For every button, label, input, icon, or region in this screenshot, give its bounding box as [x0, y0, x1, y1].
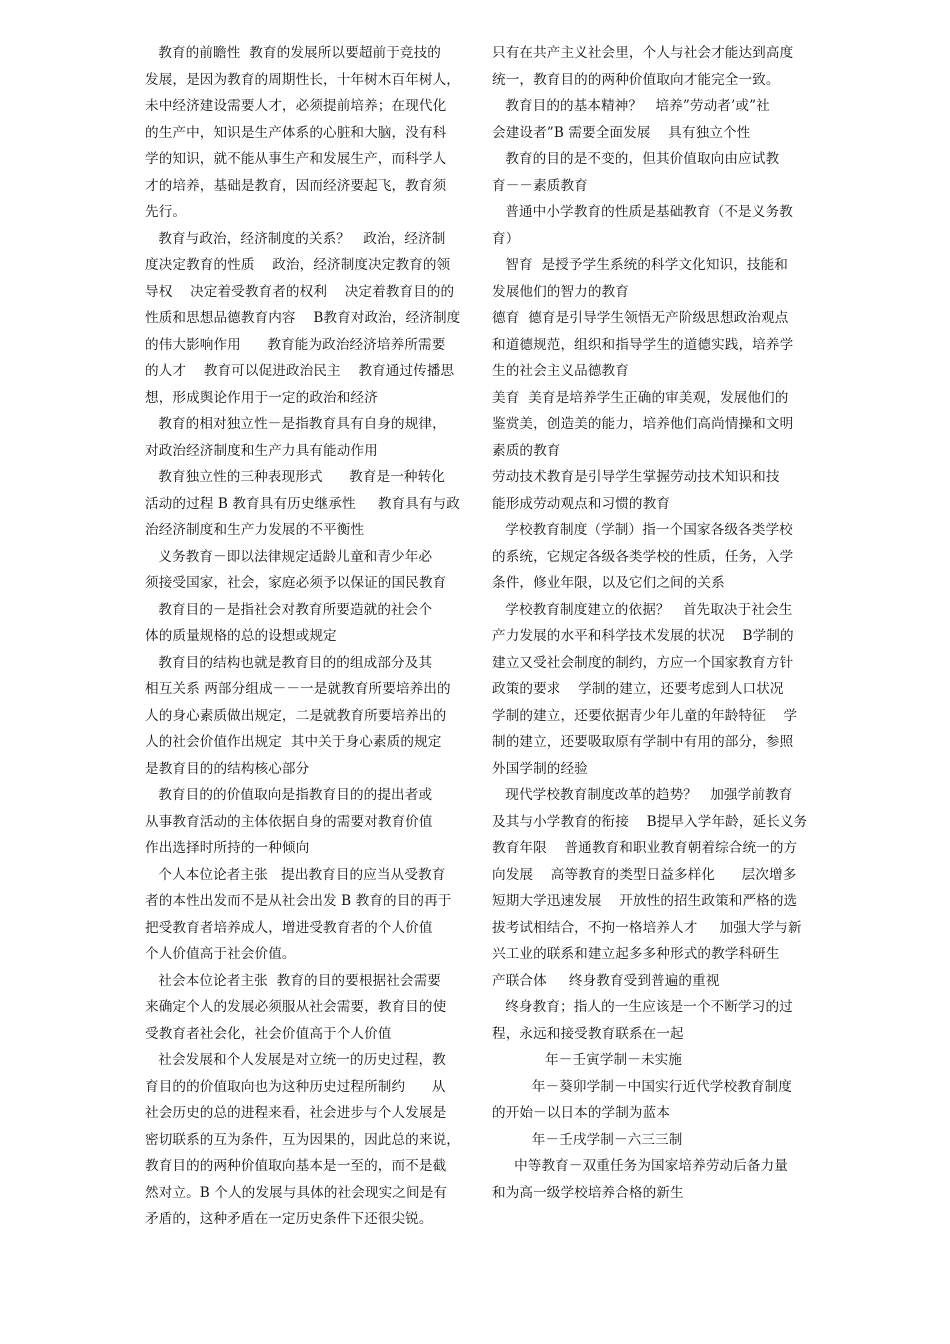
text-line: 作出选择时所持的一种倾向 [145, 840, 310, 856]
text-line: 条件，修业年限，以及它们之间的关系 [492, 575, 725, 591]
text-line: 产联合体 终身教育受到普遍的重视 [492, 972, 720, 989]
text-line: 矛盾的，这种矛盾在一定历史条件下还很尖锐。 [145, 1211, 433, 1227]
text-line: 活动的过程 B 教育具有历史继承性 教育具有与政 [145, 495, 460, 512]
text-line: 从事教育活动的主体依据自身的需要对教育价值 [145, 813, 433, 830]
text-line: 美育 美育是培养学生正确的审美观，发展他们的 [492, 389, 789, 406]
text-line: 建立又受社会制度的制约，方应一个国家教育方针 [492, 654, 794, 671]
text-line: 教育目的的两种价值取向基本是一至的，而不是截 [145, 1158, 447, 1174]
text-line: 的系统，它规定各级各类学校的性质，任务，入学 [492, 548, 794, 565]
text-line: 人的身心素质做出规定，二是就教育所要培养出的 [145, 707, 447, 724]
text-line: 的开始－以日本的学制为蓝本 [492, 1105, 671, 1121]
text-line: 未中经济建设需要人才，必须提前培养；在现代化 [145, 98, 447, 114]
text-line: 个人价值高于社会价值。 [145, 946, 296, 962]
text-line: 受教育者社会化，社会价值高于个人价值 [145, 1025, 392, 1042]
text-line: 育） [492, 230, 520, 247]
text-line: 育目的的价值取向也为这种历史过程所制约 从 [145, 1078, 446, 1095]
text-line: 现代学校教育制度改革的趋势？ 加强学前教育 [492, 787, 793, 803]
text-line: 学校教育制度建立的依据？ 首先取决于社会生 [492, 601, 793, 618]
text-line: 德育 德育是引导学生领悟无产阶级思想政治观点 [492, 310, 789, 326]
text-line: 来确定个人的发展必须服从社会需要，教育目的使 [145, 999, 447, 1015]
text-line: 对政治经济制度和生产力具有能动作用 [145, 442, 378, 459]
text-line: 会建设者”B 需要全面发展 具有独立个性 [492, 124, 751, 141]
text-line: 度决定教育的性质 政治，经济制度决定教育的领 [145, 257, 451, 273]
text-line: 鉴赏美，创造美的能力，培养他们高尚情操和文明 [492, 416, 794, 432]
text-line: 产力发展的水平和科学技术发展的状况 B学制的 [492, 628, 794, 644]
text-line: 只有在共产主义社会里，个人与社会才能达到高度 [492, 45, 794, 61]
text-line: 体的质量规格的总的设想或规定 [145, 628, 337, 644]
text-line: 相互关系 两部分组成－－一是就教育所要培养出的 [145, 681, 451, 697]
text-line: 的伟大影响作用 教育能为政治经济培养所需要 [145, 336, 446, 353]
text-line: 教育与政治，经济制度的关系？ 政治，经济制 [145, 230, 446, 247]
text-line: 及其与小学教育的衔接 B提早入学年龄，延长义务 [492, 813, 808, 830]
text-line: 教育独立性的三种表现形式 教育是一种转化 [145, 469, 445, 485]
text-line: 教育目的的价值取向是指教育目的的提出者或 [145, 787, 433, 803]
text-line: 人的社会价值作出规定 其中关于身心素质的规定 [145, 734, 442, 750]
text-line: 向发展 高等教育的类型日益多样化 层次增多 [492, 866, 797, 883]
text-line: 育－－素质教育 [492, 177, 588, 194]
text-line: 外国学制的经验 [492, 760, 588, 777]
text-line: 教育的目的是不变的，但其价值取向由应试教 [492, 151, 780, 167]
text-line: 的人才 教育可以促进政治民主 教育通过传播思 [145, 363, 455, 379]
text-line: 把受教育者培养成人，增进受教育者的个人价值 [145, 919, 433, 936]
text-line: 程，永远和接受教育联系在一起 [492, 1025, 684, 1042]
text-line: 教育的相对独立性－是指教育具有自身的规律， [145, 416, 446, 432]
text-line: 短期大学迅速发展 开放性的招生政策和严格的选 [492, 893, 798, 909]
text-line: 学校教育制度（学制）指一个国家各级各类学校 [492, 522, 793, 538]
text-line: 密切联系的互为条件，互为因果的，因此总的来说， [145, 1131, 460, 1148]
text-line: 性质和思想品德教育内容 B教育对政治，经济制度 [145, 310, 461, 326]
text-line: 治经济制度和生产力发展的不平衡性 [145, 522, 365, 538]
text-line: 社会本位论者主张 教育的目的要根据社会需要 [145, 972, 441, 989]
text-line: 和道德规范，组织和指导学生的道德实践，培养学 [492, 336, 794, 353]
text-line: 和为高一级学校培养合格的新生 [492, 1184, 684, 1201]
text-line: 个人本位论者主张 提出教育目的应当从受教育 [145, 866, 446, 883]
text-line: 学制的建立，还要依据青少年儿童的年龄特征 学 [492, 707, 798, 724]
text-line: 素质的教育 [492, 442, 561, 459]
text-line: 想，形成舆论作用于一定的政治和经济 [145, 389, 378, 406]
text-line: 兴工业的联系和建立起多多种形式的教学科研生 [492, 946, 780, 962]
text-line: 社会发展和个人发展是对立统一的历史过程，教 [145, 1052, 446, 1068]
text-line: 制的建立，还要吸取原有学制中有用的部分，参照 [492, 734, 794, 750]
text-line: 然对立。B 个人的发展与具体的社会现实之间是有 [145, 1184, 448, 1201]
text-line: 年－壬戌学制－六三三制 [492, 1131, 683, 1148]
text-line: 能形成劳动观点和习惯的教育 [492, 495, 671, 512]
text-line: 先行。 [145, 204, 187, 220]
text-line: 导权 决定着受教育者的权利 决定着教育目的的 [145, 283, 455, 300]
text-line: 须接受国家，社会，家庭必须予以保证的国民教育 [145, 575, 447, 591]
text-line: 拔考试相结合，不拘一格培养人才 加强大学与新 [492, 919, 802, 936]
text-line: 教育年限 普通教育和职业教育朝着综合统一的方 [492, 840, 798, 856]
text-line: 的生产中，知识是生产体系的心脏和大脑，没有科 [145, 124, 447, 141]
right-text-column [492, 40, 812, 1206]
text-line: 智育 是授予学生系统的科学文化知识，技能和 [492, 257, 788, 273]
text-line: 社会历史的总的进程来看，社会进步与个人发展是 [145, 1105, 447, 1121]
text-line: 教育目的的基本精神？ 培养”劳动者’或”社 [492, 98, 770, 114]
text-line: 终身教育；指人的一生应该是一个不断学习的过 [492, 999, 793, 1015]
text-line: 统一，教育目的的两种价值取向才能完全一致。 [492, 71, 780, 88]
text-line: 者的本性出发而不是从社会出发 B 教育的目的再于 [145, 893, 452, 909]
text-line: 年－葵卯学制－中国实行近代学校教育制度 [492, 1078, 792, 1095]
text-line: 才的培养，基础是教育，因而经济要起飞，教育须 [145, 177, 447, 194]
text-line: 教育目的－是指社会对教育所要造就的社会个 [145, 601, 433, 618]
text-line: 发展，是因为教育的周期性长，十年树木百年树人， [145, 71, 460, 88]
left-text-column [145, 40, 473, 1233]
text-line: 中等教育－双重任务为国家培养劳动后备力量 [492, 1158, 788, 1174]
text-line: 普通中小学教育的性质是基础教育（不是义务教 [492, 204, 793, 220]
text-line: 是教育目的的结构核心部分 [145, 760, 310, 777]
text-line: 义务教育－即以法律规定适龄儿童和青少年必 [145, 548, 433, 565]
text-line: 政策的要求 学制的建立，还要考虑到人口状况 [492, 681, 784, 697]
text-line: 教育的前瞻性 教育的发展所以要超前于竞技的 [145, 45, 441, 61]
text-line: 教育目的结构也就是教育目的的组成部分及其 [145, 654, 433, 671]
text-line: 劳动技术教育是引导学生掌握劳动技术知识和技 [492, 469, 780, 485]
text-line: 学的知识，就不能从事生产和发展生产，而科学人 [145, 151, 447, 167]
text-line: 生的社会主义品德教育 [492, 363, 629, 379]
text-line: 发展他们的智力的教育 [492, 283, 629, 300]
text-line: 年－壬寅学制－未实施 [492, 1052, 682, 1068]
